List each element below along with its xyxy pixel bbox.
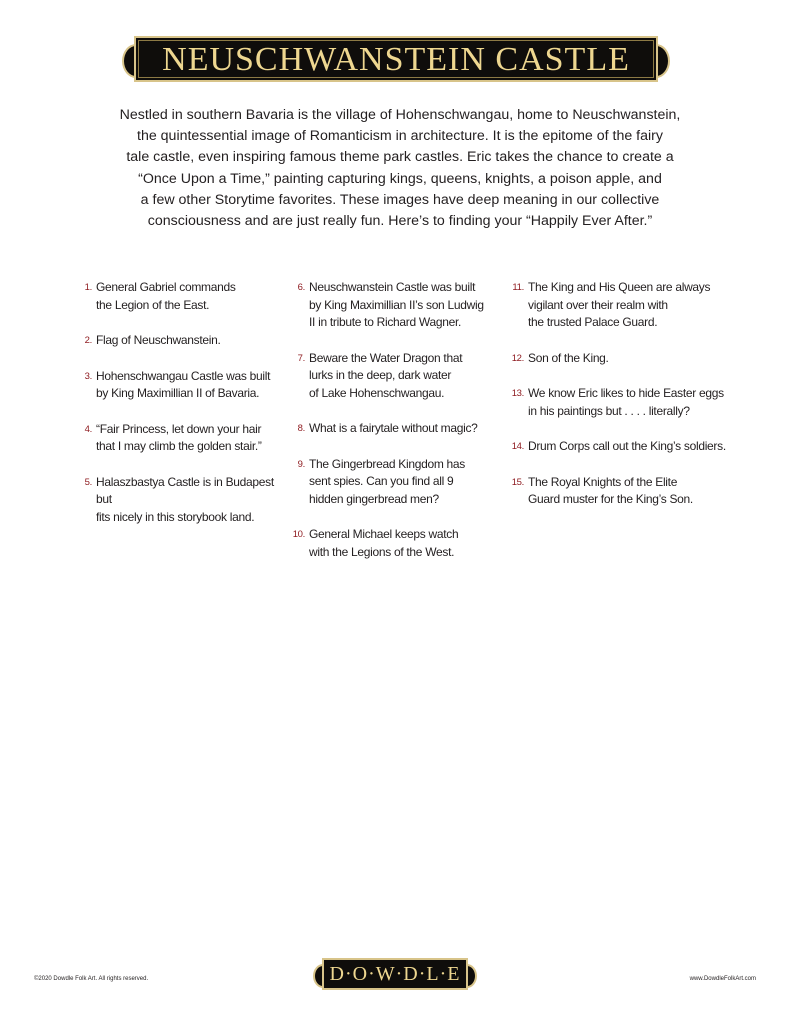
- item-text: We know Eric likes to hide Easter eggs in his paintings but . . . . literally?: [528, 386, 724, 418]
- list-item: [76, 474, 291, 527]
- item-number: 7.: [297, 352, 305, 364]
- item-number: 10.: [292, 529, 305, 540]
- item-text: “Fair Princess, let down your hair that I may climb the golden stair.”: [96, 421, 262, 453]
- list-column-2: [291, 279, 491, 579]
- list-column-1: [76, 279, 291, 544]
- item-number: 9.: [297, 458, 305, 470]
- item-number: 4.: [84, 423, 92, 435]
- intro-line: Nestled in southern Bavaria is the village of Hohenschwangau, home to Neuschwanstein,: [119, 107, 681, 123]
- list-item: [76, 421, 291, 456]
- page-title: NEUSCHWANSTEIN CASTLE: [162, 41, 630, 78]
- list-item: [508, 279, 728, 332]
- website-link[interactable]: www.DowdleFolkArt.com: [689, 976, 756, 982]
- title-banner: [120, 36, 672, 82]
- intro-line: consciousness and are just really fun. Here’s to finding your “Happily Ever After.”: [147, 213, 653, 230]
- item-text: The Gingerbread Kingdom has sent spies. Can you find all 9 hidden gingerbread men?: [309, 456, 465, 506]
- item-number: 8.: [297, 423, 305, 434]
- item-text: Beware the Water Dragon that lurks in the deep, dark water of Lake Hohenschwangau.: [309, 350, 463, 400]
- item-number: 12.: [511, 352, 524, 364]
- list-item: [508, 438, 728, 456]
- list-item: [291, 420, 491, 438]
- item-number: 11.: [512, 282, 524, 293]
- list-item: [508, 474, 728, 509]
- list-item: [508, 385, 728, 420]
- item-number: 1.: [84, 282, 92, 293]
- list-column-3: [508, 279, 728, 527]
- item-number: 2.: [84, 335, 92, 346]
- item-number: 5.: [84, 476, 92, 488]
- item-text: General Michael keeps watch with the Legions of the West.: [309, 527, 459, 559]
- item-text: The Royal Knights of the Elite Guard muster for the King’s Son.: [528, 474, 693, 506]
- intro-line: “Once Upon a Time,” painting capturing kings, queens, knights, a poison apple, and: [138, 170, 662, 187]
- intro-paragraph: [100, 105, 700, 232]
- list-item: [291, 526, 491, 561]
- item-text: The King and His Queen are always vigilant over their realm with the trusted Palace Guard.: [528, 280, 711, 329]
- item-text: Hohenschwangau Castle was built by King Maximillian II of Bavaria.: [96, 368, 271, 400]
- item-number: 6.: [297, 282, 305, 293]
- item-text: Neuschwanstein Castle was built by King Maximillian II’s son Ludwig II in tribute to Richard Wagner.: [309, 280, 484, 329]
- item-number: 13.: [511, 388, 524, 399]
- logo-text: D·O·W·D·L·E: [329, 963, 461, 985]
- list-item: [508, 350, 728, 368]
- dowdle-logo: [312, 958, 478, 990]
- intro-line: a few other Storytime favorites. These images have deep meaning in our collective: [140, 191, 660, 208]
- list-item: [76, 368, 291, 403]
- item-text: What is a fairytale without magic?: [309, 421, 478, 435]
- item-text: General Gabriel commands the Legion of the East.: [96, 280, 236, 312]
- list-item: [76, 279, 291, 314]
- item-text: Flag of Neuschwanstein.: [96, 333, 221, 347]
- item-number: 14.: [511, 441, 524, 452]
- intro-line: the quintessential image of Romanticism in architecture. It is the epitome of the fairy: [137, 128, 663, 145]
- list-item: [76, 332, 291, 350]
- item-number: 3.: [84, 370, 92, 382]
- item-text: Son of the King.: [528, 350, 609, 365]
- copyright-text: ©2020 Dowdle Folk Art. All rights reserved.: [34, 976, 149, 982]
- item-text: Halaszbastya Castle is in Budapest but fits nicely in this storybook land.: [96, 474, 274, 524]
- intro-line: tale castle, even inspiring famous theme park castles. Eric takes the chance to create a: [126, 149, 674, 166]
- list-item: [291, 279, 491, 332]
- list-item: [291, 350, 491, 403]
- item-number: 15.: [511, 476, 524, 488]
- list-item: [291, 456, 491, 509]
- item-text: Drum Corps call out the King’s soldiers.: [528, 439, 726, 453]
